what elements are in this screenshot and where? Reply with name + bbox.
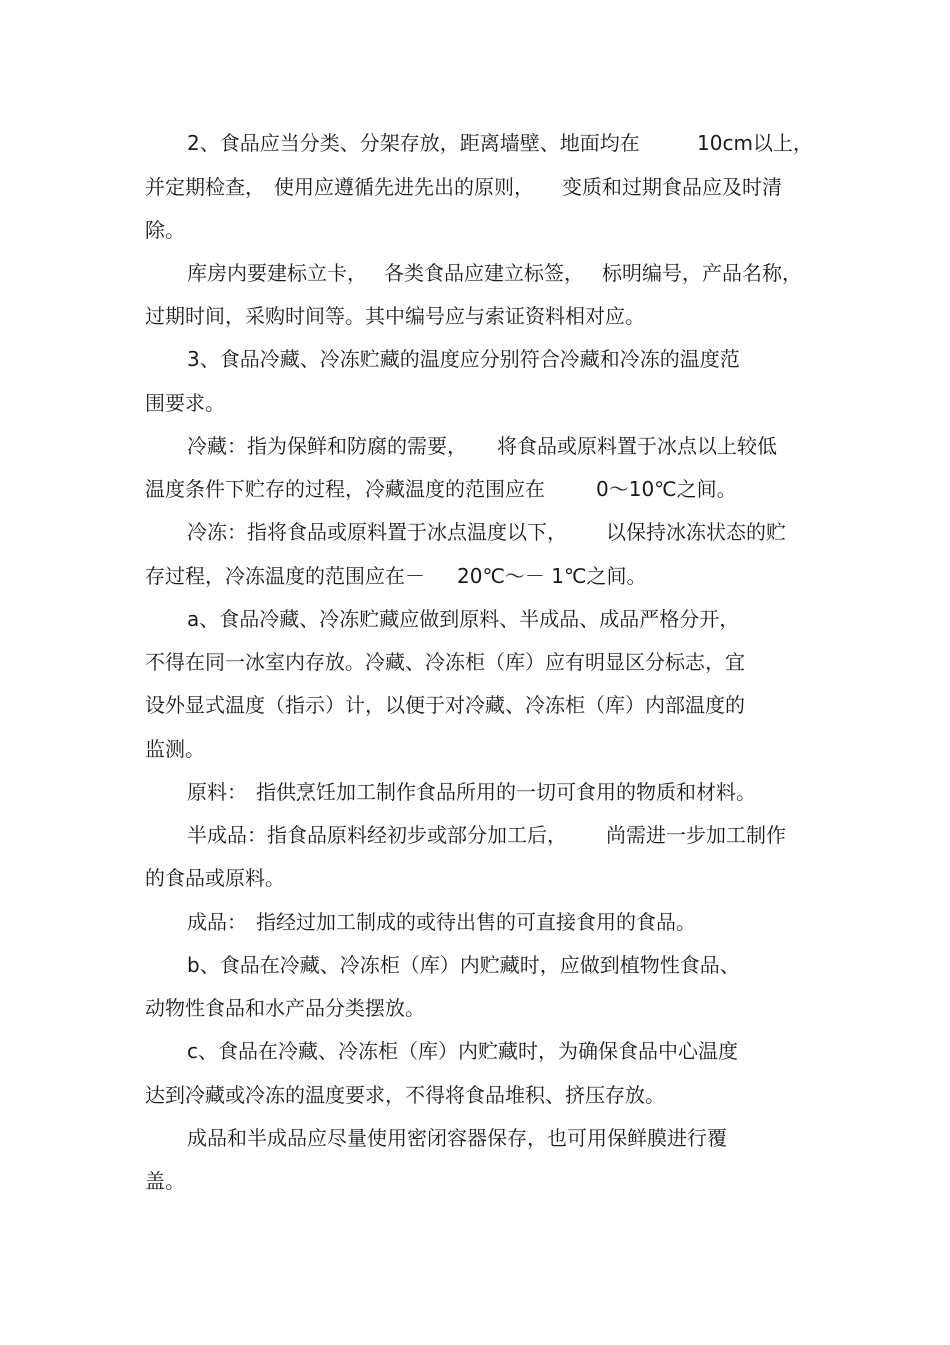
text-segment: a、食品冷藏、冷冻贮藏应做到原料、半成品、成品严格分开， [187, 607, 740, 631]
text-segment: 库房内要建标立卡， [187, 261, 367, 285]
text-line [0, 647, 950, 677]
text-line [0, 907, 950, 937]
text-segment: 各类食品应建立标签， [384, 261, 584, 285]
text-line [0, 388, 950, 418]
text-segment: 冷藏：指为保鲜和防腐的需要， [187, 434, 467, 458]
text-segment: 设外显式温度（指示）计，以便于对冷藏、冷冻柜（库）内部温度的 [145, 693, 745, 717]
text-segment: 达到冷藏或冷冻的温度要求，不得将食品堆积、挤压存放。 [145, 1083, 665, 1107]
text-segment: b、食品在冷藏、冷冻柜（库）内贮藏时，应做到植物性食品、 [187, 953, 740, 977]
text-segment: 并定期检查， [145, 175, 265, 199]
text-line [0, 561, 950, 591]
text-line [0, 517, 950, 547]
text-segment: 0～10℃之间。 [596, 477, 737, 501]
text-line [0, 128, 950, 158]
text-segment: 指经过加工制成的或待出售的可直接食用的食品。 [256, 910, 696, 934]
text-segment: 变质和过期食品应及时清 [562, 175, 782, 199]
text-segment: 尚需进一步加工制作 [606, 823, 786, 847]
text-line [0, 734, 950, 764]
text-segment: 标明编号，产品名称， [602, 261, 802, 285]
text-line [0, 258, 950, 288]
text-segment: 原料： [187, 780, 247, 804]
text-segment: 2、食品应当分类、分架存放，距离墙壁、地面均在 [187, 131, 640, 155]
text-line [0, 215, 950, 245]
text-segment: 将食品或原料置于冰点以上较低 [497, 434, 777, 458]
text-line [0, 993, 950, 1023]
text-segment: 半成品：指食品原料经初步或部分加工后， [187, 823, 567, 847]
text-segment: 温度条件下贮存的过程，冷藏温度的范围应在 [145, 477, 545, 501]
text-segment: 不得在同一冰室内存放。冷藏、冷冻柜（库）应有明显区分标志，宜 [145, 650, 745, 674]
text-segment: 监测。 [145, 737, 205, 761]
text-line [0, 777, 950, 807]
text-segment: 10cm以上， [697, 131, 813, 155]
text-segment: 除。 [145, 218, 185, 242]
text-line [0, 950, 950, 980]
text-line [0, 604, 950, 634]
text-line [0, 1036, 950, 1066]
text-segment: 指供烹饪加工制作食品所用的一切可食用的物质和材料。 [256, 780, 756, 804]
text-line [0, 1080, 950, 1110]
text-line [0, 690, 950, 720]
text-segment: 3、食品冷藏、冷冻贮藏的温度应分别符合冷藏和冷冻的温度范 [187, 347, 740, 371]
text-segment: 过期时间，采购时间等。其中编号应与索证资料相对应。 [145, 304, 645, 328]
text-segment: 存过程，冷冻温度的范围应在－ [145, 564, 425, 588]
text-segment: 的食品或原料。 [145, 866, 285, 890]
text-line [0, 1166, 950, 1196]
text-segment: 20℃～－ 1℃之间。 [457, 564, 647, 588]
text-segment: 动物性食品和水产品分类摆放。 [145, 996, 425, 1020]
text-line [0, 344, 950, 374]
text-segment: 以保持冰冻状态的贮 [606, 520, 786, 544]
text-line [0, 431, 950, 461]
text-segment: c、食品在冷藏、冷冻柜（库）内贮藏时，为确保食品中心温度 [187, 1039, 738, 1063]
text-segment: 围要求。 [145, 391, 225, 415]
text-segment: 成品： [187, 910, 247, 934]
text-line [0, 1123, 950, 1153]
text-line [0, 172, 950, 202]
text-line [0, 863, 950, 893]
text-segment: 使用应遵循先进先出的原则， [274, 175, 534, 199]
text-segment: 成品和半成品应尽量使用密闭容器保存，也可用保鲜膜进行覆 [187, 1126, 727, 1150]
text-line [0, 474, 950, 504]
text-segment: 冷冻：指将食品或原料置于冰点温度以下， [187, 520, 567, 544]
text-segment: 盖。 [145, 1169, 185, 1193]
text-line [0, 820, 950, 850]
text-line [0, 301, 950, 331]
